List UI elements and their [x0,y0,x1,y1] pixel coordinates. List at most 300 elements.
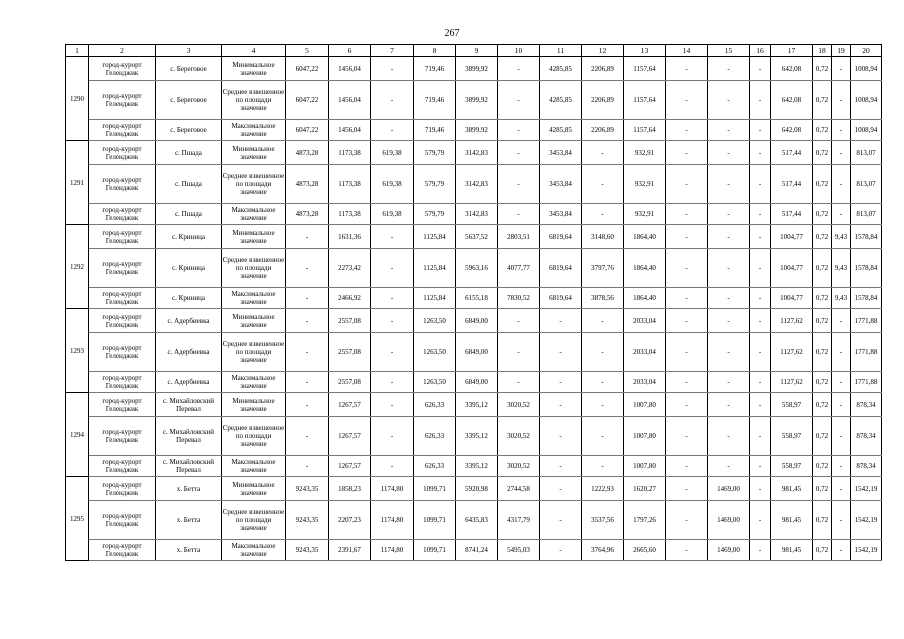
table-cell: 1858,23 [329,477,371,501]
table-cell: 619,38 [371,141,414,165]
record-code: 1290 [66,57,89,141]
table-cell: 1008,94 [851,81,882,120]
table-cell: - [582,204,624,225]
table-cell: 6849,00 [456,333,498,372]
table-cell: 626,33 [414,393,456,417]
column-header: 1 [66,45,89,57]
table-cell: Среднее взвешенное по площади значение [222,249,286,288]
table-cell: 558,97 [771,393,813,417]
page-number: 267 [444,28,460,39]
table-cell: 1797,26 [624,501,666,540]
table-cell: 9,43 [832,288,851,309]
table-cell: 0,72 [813,120,832,141]
table-cell: - [540,417,582,456]
table-cell: 1174,80 [371,540,414,561]
table-cell: с. Береговое [156,120,222,141]
table-cell: 642,08 [771,57,813,81]
table-cell: 1008,94 [851,120,882,141]
table-cell: 517,44 [771,141,813,165]
table-cell: Минимальное значение [222,477,286,501]
table-cell: - [750,120,771,141]
table-cell: Минимальное значение [222,393,286,417]
table-cell: 1620,27 [624,477,666,501]
table-cell: - [750,333,771,372]
table-cell: - [750,81,771,120]
table-cell: Максимальное значение [222,120,286,141]
table-cell: 5920,98 [456,477,498,501]
table-cell: 1456,04 [329,120,371,141]
table-cell: 1173,38 [329,165,371,204]
table-cell: 619,38 [371,165,414,204]
table-cell: 0,72 [813,309,832,333]
table-cell: - [371,456,414,477]
table-cell: - [708,141,750,165]
table-row [66,120,882,141]
table-cell: Среднее взвешенное по площади значение [222,501,286,540]
table-cell: город-курорт Геленджик [89,393,156,417]
table-cell: 1267,57 [329,417,371,456]
table-cell: - [832,501,851,540]
table-cell: город-курорт Геленджик [89,225,156,249]
table-cell: 4285,85 [540,81,582,120]
table-cell: с. Пшада [156,204,222,225]
table-row [66,225,882,249]
table-cell: 9,43 [832,249,851,288]
table-cell: - [371,372,414,393]
table-cell: с. Криница [156,288,222,309]
record-code: 1294 [66,393,89,477]
table-cell: 1456,04 [329,81,371,120]
table-cell: 3020,52 [498,417,540,456]
table-cell: 6435,83 [456,501,498,540]
table-cell: - [286,225,329,249]
table-cell: 2557,08 [329,333,371,372]
table-cell: 0,72 [813,288,832,309]
record-code: 1295 [66,477,89,561]
table-cell: с. Михайловский Перевал [156,417,222,456]
table-cell: - [750,540,771,561]
table-cell: 1578,84 [851,225,882,249]
table-cell: 3020,52 [498,456,540,477]
table-cell: 1157,64 [624,81,666,120]
table-cell: - [666,417,708,456]
table-cell: 2206,89 [582,57,624,81]
table-cell: с. Михайловский Перевал [156,393,222,417]
table-cell: 1157,64 [624,120,666,141]
table-cell: - [540,393,582,417]
table-cell: 719,46 [414,81,456,120]
table-cell: - [708,372,750,393]
table-cell: - [498,333,540,372]
table-cell: 981,45 [771,477,813,501]
table-cell: 0,72 [813,225,832,249]
table-cell: - [708,417,750,456]
table-cell: 517,44 [771,165,813,204]
table-cell: Максимальное значение [222,372,286,393]
table-row [66,204,882,225]
table-cell: - [498,81,540,120]
table-cell: - [286,372,329,393]
record-code: 1292 [66,225,89,309]
table-cell: 0,72 [813,249,832,288]
table-cell: 9243,35 [286,501,329,540]
table-cell: с. Адербиевка [156,333,222,372]
table-cell: - [832,204,851,225]
table-cell: 1007,80 [624,417,666,456]
table-cell: 6819,64 [540,288,582,309]
table-cell: 2557,08 [329,372,371,393]
table-cell: - [750,309,771,333]
table-cell: - [666,393,708,417]
table-cell: 3878,56 [582,288,624,309]
table-cell: город-курорт Геленджик [89,417,156,456]
table-cell: - [666,141,708,165]
table-cell: 1267,57 [329,393,371,417]
table-cell: - [832,333,851,372]
table-cell: - [832,393,851,417]
table-cell: - [750,393,771,417]
header-row [66,45,882,57]
table-cell: 0,72 [813,57,832,81]
table-cell: - [832,141,851,165]
table-cell: - [832,540,851,561]
table-cell: - [666,456,708,477]
table-cell: - [286,456,329,477]
table-cell: 1174,80 [371,501,414,540]
table-cell: 3142,83 [456,165,498,204]
table-cell: - [371,393,414,417]
table-row [66,288,882,309]
column-header: 2 [89,45,156,57]
table-cell: с. Береговое [156,81,222,120]
column-header: 16 [750,45,771,57]
table-cell: - [498,120,540,141]
table-cell: х. Бетта [156,477,222,501]
table-cell: 1127,62 [771,309,813,333]
table-cell: 1125,84 [414,249,456,288]
table-cell: 6047,22 [286,57,329,81]
table-cell: - [582,456,624,477]
table-cell: 4873,28 [286,204,329,225]
table-cell: город-курорт Геленджик [89,501,156,540]
table-cell: - [540,456,582,477]
table-cell: 981,45 [771,501,813,540]
table-cell: 3453,84 [540,141,582,165]
table-cell: 1004,77 [771,288,813,309]
table-row [66,417,882,456]
table-cell: с. Адербиевка [156,309,222,333]
table-cell: 3453,84 [540,204,582,225]
table-cell: - [708,81,750,120]
table-cell: 6819,64 [540,225,582,249]
table-row [66,141,882,165]
table-cell: 3537,56 [582,501,624,540]
table-cell: с. Михайловский Перевал [156,456,222,477]
table-cell: - [666,372,708,393]
column-header: 19 [832,45,851,57]
table-cell: 579,79 [414,141,456,165]
table-cell: х. Бетта [156,540,222,561]
table-row [66,393,882,417]
table-cell: с. Пшада [156,165,222,204]
table-row [66,333,882,372]
table-cell: 2207,23 [329,501,371,540]
table-cell: 3453,84 [540,165,582,204]
table-cell: - [286,249,329,288]
table-cell: 2206,89 [582,81,624,120]
table-cell: - [708,225,750,249]
table-cell: 626,33 [414,417,456,456]
table-cell: - [708,249,750,288]
table-cell: 626,33 [414,456,456,477]
table-cell: 719,46 [414,120,456,141]
table-cell: 642,08 [771,120,813,141]
table-cell: 981,45 [771,540,813,561]
table-cell: 2273,42 [329,249,371,288]
table-cell: - [286,288,329,309]
table-cell: - [708,57,750,81]
table-cell: - [750,501,771,540]
table-cell: 642,08 [771,81,813,120]
table-cell: - [750,204,771,225]
table-cell: с. Береговое [156,57,222,81]
table-cell: 1099,71 [414,501,456,540]
column-header: 5 [286,45,329,57]
table-cell: 3020,52 [498,393,540,417]
table-cell: 4077,77 [498,249,540,288]
table-cell: 4873,28 [286,165,329,204]
table-cell: 5963,16 [456,249,498,288]
table-row [66,249,882,288]
table-row [66,501,882,540]
table-cell: 0,72 [813,417,832,456]
table-cell: 3395,12 [456,393,498,417]
table-cell: - [750,165,771,204]
table-cell: 1263,50 [414,333,456,372]
table-cell: - [582,141,624,165]
table-cell: 3899,92 [456,57,498,81]
table-cell: Максимальное значение [222,204,286,225]
table-cell: город-курорт Геленджик [89,540,156,561]
table-row [66,456,882,477]
table-cell: 1771,88 [851,333,882,372]
table-cell: - [750,225,771,249]
column-header: 12 [582,45,624,57]
table-cell: город-курорт Геленджик [89,372,156,393]
table-cell: - [708,456,750,477]
table-cell: город-курорт Геленджик [89,204,156,225]
table-cell: город-курорт Геленджик [89,165,156,204]
table-cell: - [540,540,582,561]
table-cell: 1469,00 [708,540,750,561]
table-cell: 1099,71 [414,540,456,561]
table-cell: город-курорт Геленджик [89,81,156,120]
table-cell: 0,72 [813,165,832,204]
table-cell: 1007,80 [624,393,666,417]
table-cell: 1578,84 [851,249,882,288]
table-cell: - [708,165,750,204]
table-cell: 6047,22 [286,120,329,141]
table-row [66,165,882,204]
table-cell: 0,72 [813,477,832,501]
table-cell: Минимальное значение [222,57,286,81]
table-cell: 7830,52 [498,288,540,309]
table-cell: 1174,80 [371,477,414,501]
table-cell: - [540,501,582,540]
table-row [66,81,882,120]
table-cell: 2744,58 [498,477,540,501]
table-cell: 932,91 [624,204,666,225]
table-cell: 1267,57 [329,456,371,477]
table-cell: - [498,372,540,393]
table-cell: с. Пшада [156,141,222,165]
table-cell: 1542,19 [851,540,882,561]
table-cell: - [498,57,540,81]
table-cell: - [666,120,708,141]
table-cell: - [832,372,851,393]
table-cell: Минимальное значение [222,141,286,165]
table-cell: 878,34 [851,417,882,456]
table-cell: 558,97 [771,417,813,456]
table-cell: 2206,89 [582,120,624,141]
record-code: 1291 [66,141,89,225]
column-header: 8 [414,45,456,57]
table-cell: 4285,85 [540,57,582,81]
table-cell: - [832,81,851,120]
table-cell: - [666,57,708,81]
table-cell: 2466,92 [329,288,371,309]
table-cell: 6819,64 [540,249,582,288]
table-cell: Среднее взвешенное по площади значение [222,165,286,204]
column-header: 20 [851,45,882,57]
table-cell: - [371,288,414,309]
table-row [66,57,882,81]
table-cell: 1263,50 [414,309,456,333]
table-cell: - [540,477,582,501]
table-cell: 0,72 [813,333,832,372]
table-cell: - [666,333,708,372]
table-cell: 8741,24 [456,540,498,561]
table-cell: - [666,225,708,249]
table-cell: 1157,64 [624,57,666,81]
table-cell: - [708,393,750,417]
table-cell: - [666,288,708,309]
table-cell: 1578,84 [851,288,882,309]
table-cell: - [582,417,624,456]
table-cell: 1542,19 [851,501,882,540]
table-cell: 0,72 [813,204,832,225]
table-cell: - [832,120,851,141]
table-cell: город-курорт Геленджик [89,333,156,372]
table-cell: 2033,04 [624,333,666,372]
table-cell: - [666,81,708,120]
table-cell: 6155,18 [456,288,498,309]
table-cell: 1263,50 [414,372,456,393]
table-cell: 1864,40 [624,288,666,309]
table-cell: - [371,417,414,456]
table-cell: город-курорт Геленджик [89,456,156,477]
table-cell: - [371,81,414,120]
table-cell: 5495,03 [498,540,540,561]
table-cell: город-курорт Геленджик [89,309,156,333]
table-cell: - [832,477,851,501]
table-cell: 3797,76 [582,249,624,288]
table-cell: - [666,540,708,561]
table-cell: 3764,96 [582,540,624,561]
table-cell: 0,72 [813,393,832,417]
table-cell: 932,91 [624,141,666,165]
table-cell: 1469,00 [708,477,750,501]
table-cell: 6849,00 [456,309,498,333]
table-cell: 517,44 [771,204,813,225]
table-cell: 1004,77 [771,225,813,249]
table-cell: 0,72 [813,372,832,393]
table-cell: 1469,00 [708,501,750,540]
table-cell: - [666,165,708,204]
table-cell: - [832,57,851,81]
table-cell: 932,91 [624,165,666,204]
column-header: 7 [371,45,414,57]
table-cell: 813,07 [851,204,882,225]
table-cell: 1125,84 [414,288,456,309]
table-cell: х. Бетта [156,501,222,540]
table-cell: 1099,71 [414,477,456,501]
table-cell: город-курорт Геленджик [89,477,156,501]
table-cell: 1542,19 [851,477,882,501]
table-cell: Среднее взвешенное по площади значение [222,333,286,372]
table-cell: 2557,08 [329,309,371,333]
column-header: 6 [329,45,371,57]
table-cell: 5637,52 [456,225,498,249]
record-code: 1293 [66,309,89,393]
table-cell: Максимальное значение [222,540,286,561]
table-cell: 1864,40 [624,249,666,288]
table-cell: - [371,120,414,141]
table-cell: Среднее взвешенное по площади значение [222,417,286,456]
table-cell: 1456,04 [329,57,371,81]
table-row [66,540,882,561]
table-cell: город-курорт Геленджик [89,288,156,309]
table-cell: 878,34 [851,393,882,417]
table-cell: 4285,85 [540,120,582,141]
table-cell: 4317,79 [498,501,540,540]
table-cell: 9243,35 [286,477,329,501]
table-cell: 878,34 [851,456,882,477]
table-cell: 813,07 [851,141,882,165]
column-header: 13 [624,45,666,57]
table-cell: - [371,57,414,81]
table-cell: - [286,333,329,372]
table-row [66,309,882,333]
table-cell: - [708,333,750,372]
table-cell: Максимальное значение [222,456,286,477]
column-header: 11 [540,45,582,57]
table-cell: - [498,204,540,225]
table-cell: 558,97 [771,456,813,477]
table-cell: 1004,77 [771,249,813,288]
table-cell: 1222,93 [582,477,624,501]
table-cell: - [832,309,851,333]
table-cell: - [832,165,851,204]
table-cell: 3142,83 [456,141,498,165]
table-cell: - [708,288,750,309]
table-cell: город-курорт Геленджик [89,249,156,288]
table-cell: 2033,04 [624,372,666,393]
table-cell: 813,07 [851,165,882,204]
table-cell: 579,79 [414,204,456,225]
table-cell: - [750,141,771,165]
table-cell: 1173,38 [329,141,371,165]
